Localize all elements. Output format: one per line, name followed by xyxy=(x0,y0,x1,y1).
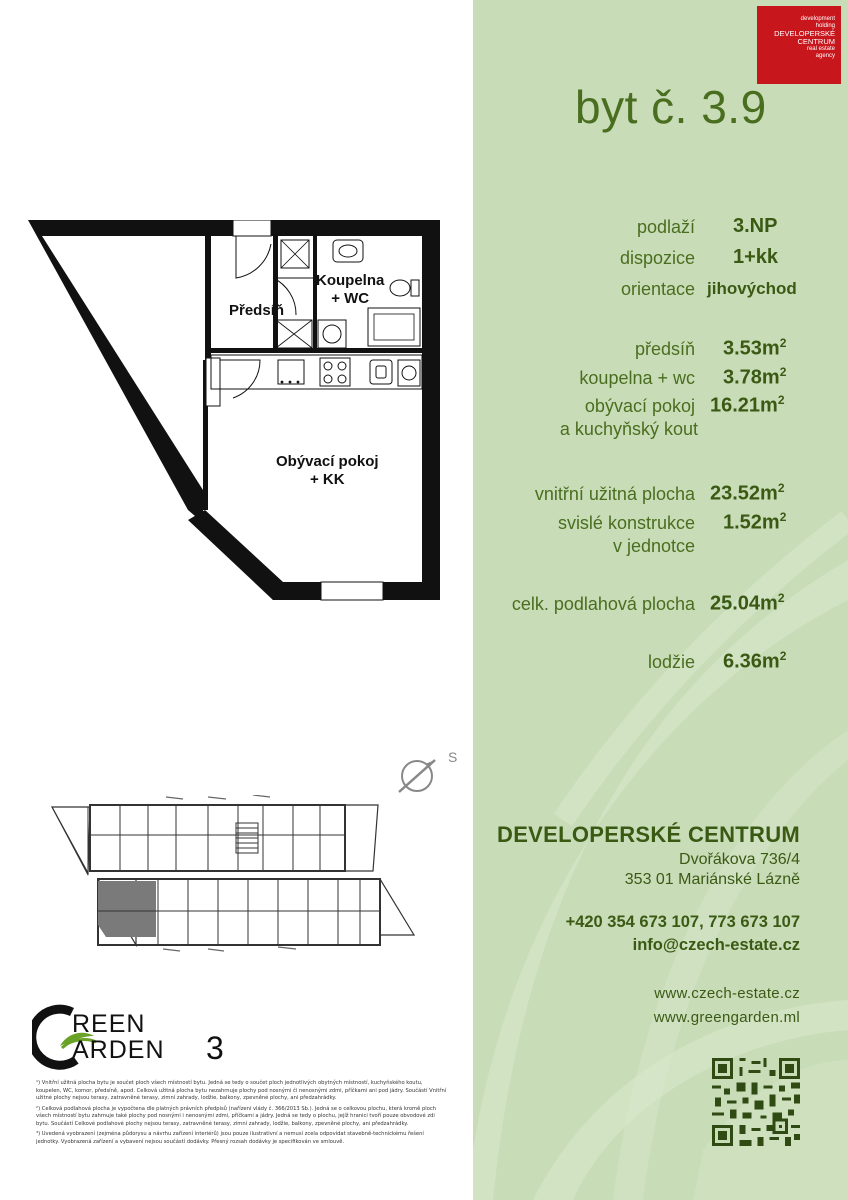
layout-value: 1+kk xyxy=(733,246,779,268)
floor-plan xyxy=(28,220,448,605)
website-link-2[interactable]: www.greengarden.ml xyxy=(653,1009,800,1026)
logo-text-line1: REEN xyxy=(72,1010,146,1038)
living-area-label-2: a kuchyňský kout xyxy=(559,419,698,439)
orientation-value: jihovýchod xyxy=(707,279,797,298)
badge-line: development xyxy=(800,16,835,22)
living-area-label: obývací pokoj xyxy=(584,396,695,416)
structures-value: $1.52m^2$ xyxy=(723,510,787,534)
floor-area-value: $25.04m^2$ xyxy=(710,591,785,615)
loggia-label: lodžie xyxy=(647,652,695,672)
footnotes xyxy=(36,1080,448,1149)
logo-text-line2: ARDEN xyxy=(72,1036,165,1064)
website-link[interactable]: www.czech-estate.cz xyxy=(654,985,800,1002)
compass-label: S xyxy=(448,749,458,765)
footnote: ²) Celková podlahová plocha je vypočtena dle platných právních předpisů (nařízení vlády č. 366/2013 Sb.). Jedná se o celkovou plochu, která kromě ploch všech místností bytu zahrnuje také plochy pod nosnými i nenosnými zdmi, příčkami a jádry. Jedná se tedy o plochu, jejíž hranici tvoří pouze obvodové zdi bytu. Součástí Celkové podlahové plochy nejsou terasy, zatravněné terasy, zimní zahrady, lodžie, balkony, zpevněné plochy, ani předzahrádky. xyxy=(36,1105,437,1127)
structures-label: svislé konstrukce xyxy=(557,513,695,533)
badge-line: DEVELOPERSKÉ xyxy=(774,29,835,38)
usable-area-label: vnitřní užitná plocha xyxy=(534,484,695,504)
structures-label-2: v jednotce xyxy=(612,536,695,556)
room-label-living xyxy=(276,453,379,489)
loggia-value: $6.36m^2$ xyxy=(723,649,787,673)
company-city: 353 01 Mariánské Lázně xyxy=(624,871,800,888)
room-label-text: + KK xyxy=(309,471,345,488)
usable-area-value: $23.52m^2$ xyxy=(710,481,785,505)
qr-code-icon[interactable] xyxy=(712,1058,800,1146)
orientation-label: orientace xyxy=(620,279,695,299)
footnote: ¹) Vnitřní užitná plocha bytu je součet ploch všech místností bytu. Jedná se tedy o součet ploch jednotlivých obytných místností, kuchyňského koutu, koupelen, WC, komor, předsíně, apod. Celková užitná plocha bytu nezahrnuje plochy pod nosnými či nenosnými zdmi, příčkami ani pod jádry. Součástí Vnitřní užitné plochy nejsou terasy, zatravněné terasy, zimní zahrady, lodžie, balkony, zpevněné plochy, ani předzahrádky. xyxy=(36,1080,447,1101)
hall-area-label: předsíň xyxy=(634,339,695,359)
company-street: Dvořákova 736/4 xyxy=(679,851,800,868)
floor-area-label: celk. podlahová plocha xyxy=(511,594,695,614)
building-floor-overview xyxy=(48,795,420,955)
company-email-link[interactable]: info@czech-estate.cz xyxy=(632,936,800,954)
badge-line: holding xyxy=(815,23,835,29)
company-phone[interactable]: +420 354 673 107, 773 673 107 xyxy=(565,913,800,931)
floor-value: 3.NP xyxy=(733,215,778,237)
floor-label: podlaží xyxy=(636,217,695,237)
layout-label: dispozice xyxy=(619,248,695,268)
living-area-value: $16.21m^2$ xyxy=(710,393,785,417)
room-label-text: Koupelna xyxy=(316,272,385,289)
badge-line: CENTRUM xyxy=(797,37,835,46)
room-label-text: + WC xyxy=(331,290,370,307)
company-name: DEVELOPERSKÉ CENTRUM xyxy=(497,822,801,847)
hall-area-value: $3.53m^2$ xyxy=(723,336,787,360)
badge-line: real estate xyxy=(806,46,835,52)
logo-number: 3 xyxy=(206,1030,225,1066)
bathroom-area-value: $3.78m^2$ xyxy=(723,365,787,389)
room-label-bathroom xyxy=(316,272,384,308)
room-label-text: Obývací pokoj xyxy=(276,453,379,470)
company-badge-logo xyxy=(757,6,841,84)
bathroom-area-label: koupelna + wc xyxy=(579,368,695,388)
room-label-hall: Předsíň xyxy=(229,302,285,319)
apartment-title: byt č. 3.9 xyxy=(575,81,767,133)
footnote: ³) Uvedená vyobrazení (zejména půdorysu a návrhu zařízení interiérů) jsou pouze ilustrativní a nemusí zcela odpovídat stavebně-technickému řešení jednotky. Vyobrazená zařízení a vybavení nejsou součástí dodávky. Přesný rozsah dodávky je specifikován ve smlouvě. xyxy=(36,1131,424,1145)
badge-line: agency xyxy=(815,53,835,59)
